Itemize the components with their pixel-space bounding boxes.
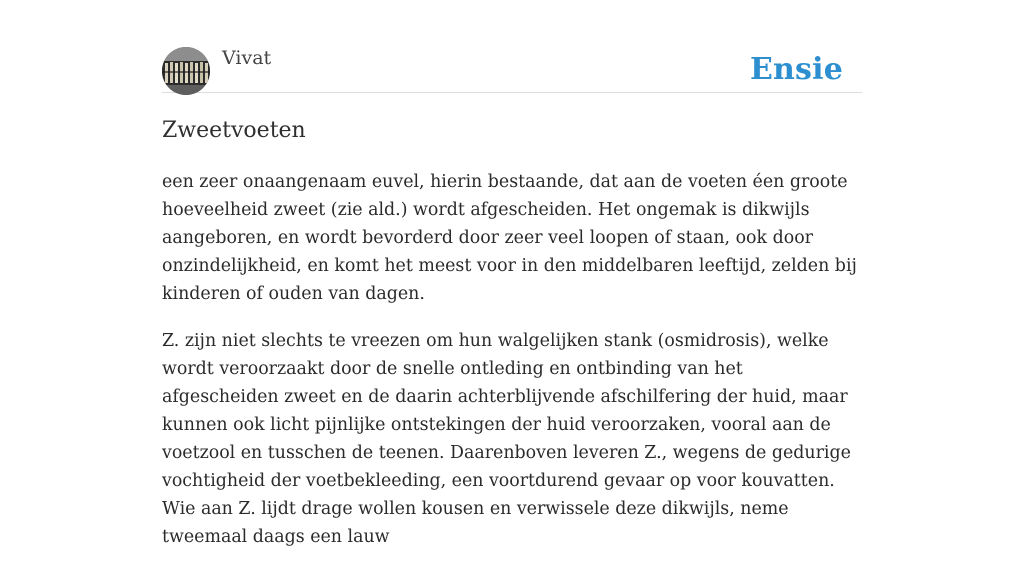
author-avatar[interactable] [162, 47, 210, 95]
article-paragraph: een zeer onaangenaam euvel, hierin bestaande, dat aan de voeten éen groote hoeveelheid zweet (zie ald.) wordt afgescheiden. Het ongemak is dikwijls aangeboren, en wordt bevorderd door zeer veel loopen of staan, ook door onzindelijkheid, en komt het meest voor in den middelbaren leeftijd, zelden bij kinderen of ouden van dagen. [162, 172, 857, 304]
site-logo[interactable]: Ensie [749, 52, 843, 87]
article-page [162, 0, 862, 547]
article-paragraph: Z. zijn niet slechts te vreezen om hun walgelijken stank (osmidrosis), welke wordt veroorzaakt door de snelle ontleding en ontbinding van het afgescheiden zweet en de daarin achterblijvende afschilfering der huid, maar kunnen ook licht pijnlijke ontstekingen der huid veroorzaken, vooral aan de voetzool en tusschen de teenen. Daarenboven leveren Z., wegens de gedurige vochtigheid der voetbekleeding, een voortdurend gevaar op voor kouvatten. Wie aan Z. lijdt drage wollen kousen en verwissele deze dikwijls, neme tweemaal daags een lauw [162, 331, 851, 547]
book-spines-avatar-icon [162, 47, 210, 95]
article-header [162, 46, 862, 93]
article-title: Zweetvoeten [162, 118, 306, 143]
article-body [162, 168, 862, 570]
author-name[interactable]: Vivat [222, 47, 272, 69]
